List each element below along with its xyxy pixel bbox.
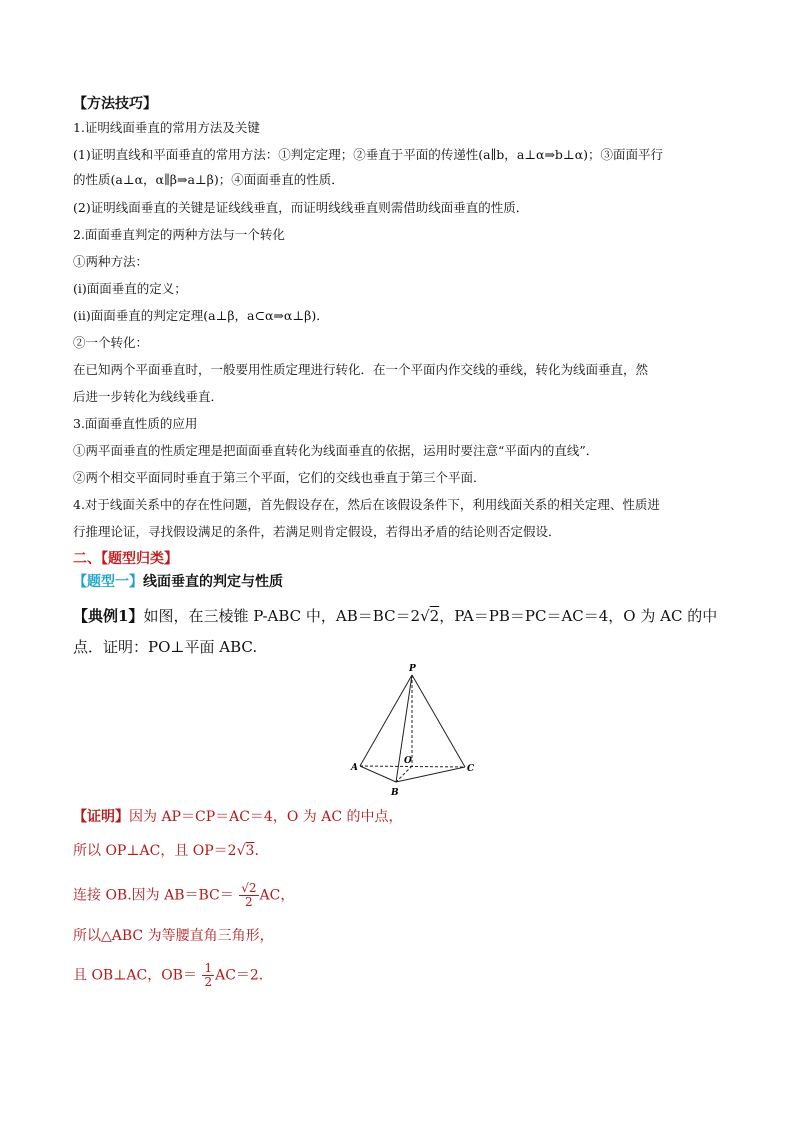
sqrt-value: 3 <box>245 843 255 859</box>
text-line: 在已知两个平面垂直时，一般要用性质定理进行转化．在一个平面内作交线的垂线，转化为线面垂直，然 <box>73 362 649 377</box>
proof-line-1 <box>73 808 723 826</box>
fraction <box>239 882 258 909</box>
text-line: 行推理论证，寻找假设满足的条件，若满足则肯定假设，若得出矛盾的结论则否定假设． <box>73 524 561 539</box>
example-tag: 【典例1】 <box>73 607 144 625</box>
edge-BC <box>396 767 465 782</box>
proof-line-4: 所以△ABC 为等腰直角三角形， <box>73 928 274 944</box>
section-heading <box>73 551 723 567</box>
text-line: ②两个相交平面同时垂直于第三个平面，它们的交线也垂直于第三个平面． <box>73 470 486 485</box>
text-line: ①两种方法： <box>73 254 149 269</box>
label-O: O <box>404 756 412 766</box>
label-P: P <box>409 664 416 674</box>
proof-tag: 【证明】 <box>73 809 129 825</box>
proof-line-5 <box>73 962 723 989</box>
fraction-numerator: 1 <box>204 961 213 975</box>
sqrt-symbol: √ <box>420 607 430 625</box>
text-line: 的性质(a⊥α，α∥β⇒a⊥β)；④面面垂直的性质． <box>73 172 344 187</box>
type-heading <box>73 574 723 590</box>
text-line: 4.对于线面关系中的存在性问题，首先假设存在，然后在该假设条件下，利用线面关系的相关定理、性质进 <box>73 497 660 512</box>
proof-text: 连接 OB.因为 AB＝BC＝ <box>73 887 234 904</box>
type-tag: 【题型一】 <box>73 574 143 590</box>
example-line-1 <box>73 606 723 626</box>
proof-text: . <box>254 843 259 859</box>
edge-PC <box>412 675 465 767</box>
text-line: (1)证明直线和平面垂直的常用方法：①判定定理；②垂直于平面的传递性(a∥b，a⊥α⇒b⊥α)；③面面平行 <box>73 147 664 162</box>
edge-AC <box>360 766 465 767</box>
text-line: 后进一步转化为线线垂直． <box>73 389 224 404</box>
fraction-numerator: √2 <box>241 881 257 895</box>
edge-AB <box>360 766 396 782</box>
proof-line-3 <box>73 882 723 909</box>
proof-text: AC＝2. <box>215 967 264 984</box>
text-line: 2.面面垂直判定的两种方法与一个转化 <box>73 227 285 242</box>
fraction-denominator: 2 <box>204 975 213 989</box>
text-line: ②一个转化： <box>73 335 149 350</box>
proof-text: 所以 OP⊥AC，且 OP＝2 <box>73 843 237 859</box>
method-heading: 【方法技巧】 <box>73 96 157 112</box>
sqrt-value: 2 <box>429 607 440 625</box>
section-prefix: 二、 <box>73 551 101 567</box>
example-line-2: 点．证明：PO⊥平面 ABC. <box>73 638 258 656</box>
type-title: 线面垂直的判定与性质 <box>143 574 283 590</box>
example-text-b: ，PA＝PB＝PC＝AC＝4，O 为 AC 的中 <box>439 607 718 625</box>
fraction <box>202 962 214 989</box>
proof-line-2 <box>73 842 723 860</box>
label-A: A <box>351 763 358 773</box>
label-B: B <box>391 788 399 798</box>
section-title: 【题型归类】 <box>101 551 178 567</box>
fraction-denominator: 2 <box>245 895 253 909</box>
text-line: (ⅰ)面面垂直的定义； <box>73 281 187 296</box>
label-C: C <box>467 764 475 774</box>
example-text-a: 如图，在三棱锥 P-ABC 中，AB＝BC＝2 <box>143 607 421 625</box>
edge-PA <box>360 675 412 766</box>
text-line: ①两平面垂直的性质定理是把面面垂直转化为线面垂直的依据，运用时要注意“平面内的直线”． <box>73 443 599 458</box>
proof-text: 因为 AP＝CP＝AC＝4，O 为 AC 的中点， <box>129 809 403 825</box>
proof-text: 且 OB⊥AC，OB＝ <box>73 967 197 984</box>
pyramid-figure <box>340 660 490 800</box>
proof-text: AC， <box>259 887 295 904</box>
text-line: (2)证明线面垂直的关键是证线线垂直，而证明线线垂直则需借助线面垂直的性质． <box>73 200 529 215</box>
text-line: (ⅱ)面面垂直的判定定理(a⊥β，a⊂α⇒α⊥β)． <box>73 308 329 323</box>
text-line: 1.证明线面垂直的常用方法及关键 <box>73 120 260 135</box>
sqrt-symbol: √ <box>236 843 246 859</box>
text-line: 3.面面垂直性质的应用 <box>73 416 198 431</box>
